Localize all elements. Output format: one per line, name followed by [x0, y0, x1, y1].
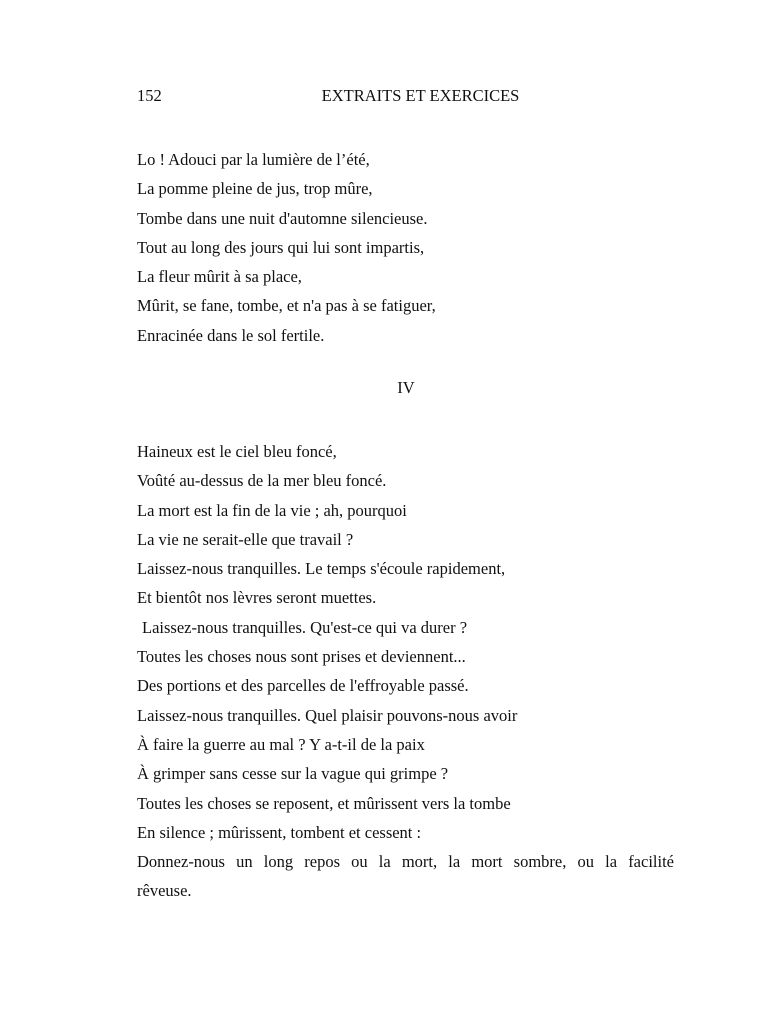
verse-line: Tout au long des jours qui lui sont impartis,	[137, 237, 425, 257]
verse-line: Laissez-nous tranquilles. Qu'est-ce qui va durer ?	[142, 617, 468, 637]
verse-line: La pomme pleine de jus, trop mûre,	[137, 179, 373, 199]
verse-line: La fleur mûrit à sa place,	[137, 267, 302, 287]
verse-line: Des portions et des parcelles de l'effroyable passé.	[137, 676, 469, 696]
verse-line: Enracinée dans le sol fertile.	[137, 325, 325, 345]
verse-line: À faire la guerre au mal ? Y a-t-il de la paix	[137, 734, 425, 754]
verse-line: À grimper sans cesse sur la vague qui grimpe ?	[137, 764, 449, 784]
verse-line: La vie ne serait-elle que travail ?	[137, 529, 354, 549]
page-number: 152	[137, 86, 162, 105]
verse-line: Et bientôt nos lèvres seront muettes.	[137, 588, 377, 608]
verse-line: Laissez-nous tranquilles. Quel plaisir pouvons-nous avoir	[137, 705, 518, 725]
verse-line: Lo ! Adouci par la lumière de l’été,	[137, 150, 370, 169]
verse-line: Tombe dans une nuit d'automne silencieuse.	[137, 208, 428, 228]
verse-line: Toutes les choses nous sont prises et deviennent...	[137, 647, 466, 667]
verse-line: En silence ; mûrissent, tombent et cessent :	[137, 822, 422, 842]
verse-line: Mûrit, se fane, tombe, et n'a pas à se fatiguer,	[137, 296, 436, 316]
verse-line: Toutes les choses se reposent, et mûrissent vers la tombe	[137, 793, 511, 813]
running-title: EXTRAITS ET EXERCICES	[321, 86, 520, 105]
verse-line: La mort est la fin de la vie ; ah, pourquoi	[137, 500, 407, 520]
verse-line: Donnez-nous un long repos ou la mort, la mort sombre, ou la facilité	[137, 852, 674, 872]
verse-line: Laissez-nous tranquilles. Le temps s'écoule rapidement,	[137, 559, 506, 579]
verse-line: Haineux est le ciel bleu foncé,	[137, 442, 337, 461]
page-header	[137, 86, 674, 110]
verse-line: rêveuse.	[137, 881, 192, 901]
stanza-1	[137, 145, 674, 350]
section-number: IV	[397, 378, 415, 397]
verse-line: Voûté au-dessus de la mer bleu foncé.	[137, 471, 387, 491]
stanza-2	[137, 437, 674, 906]
